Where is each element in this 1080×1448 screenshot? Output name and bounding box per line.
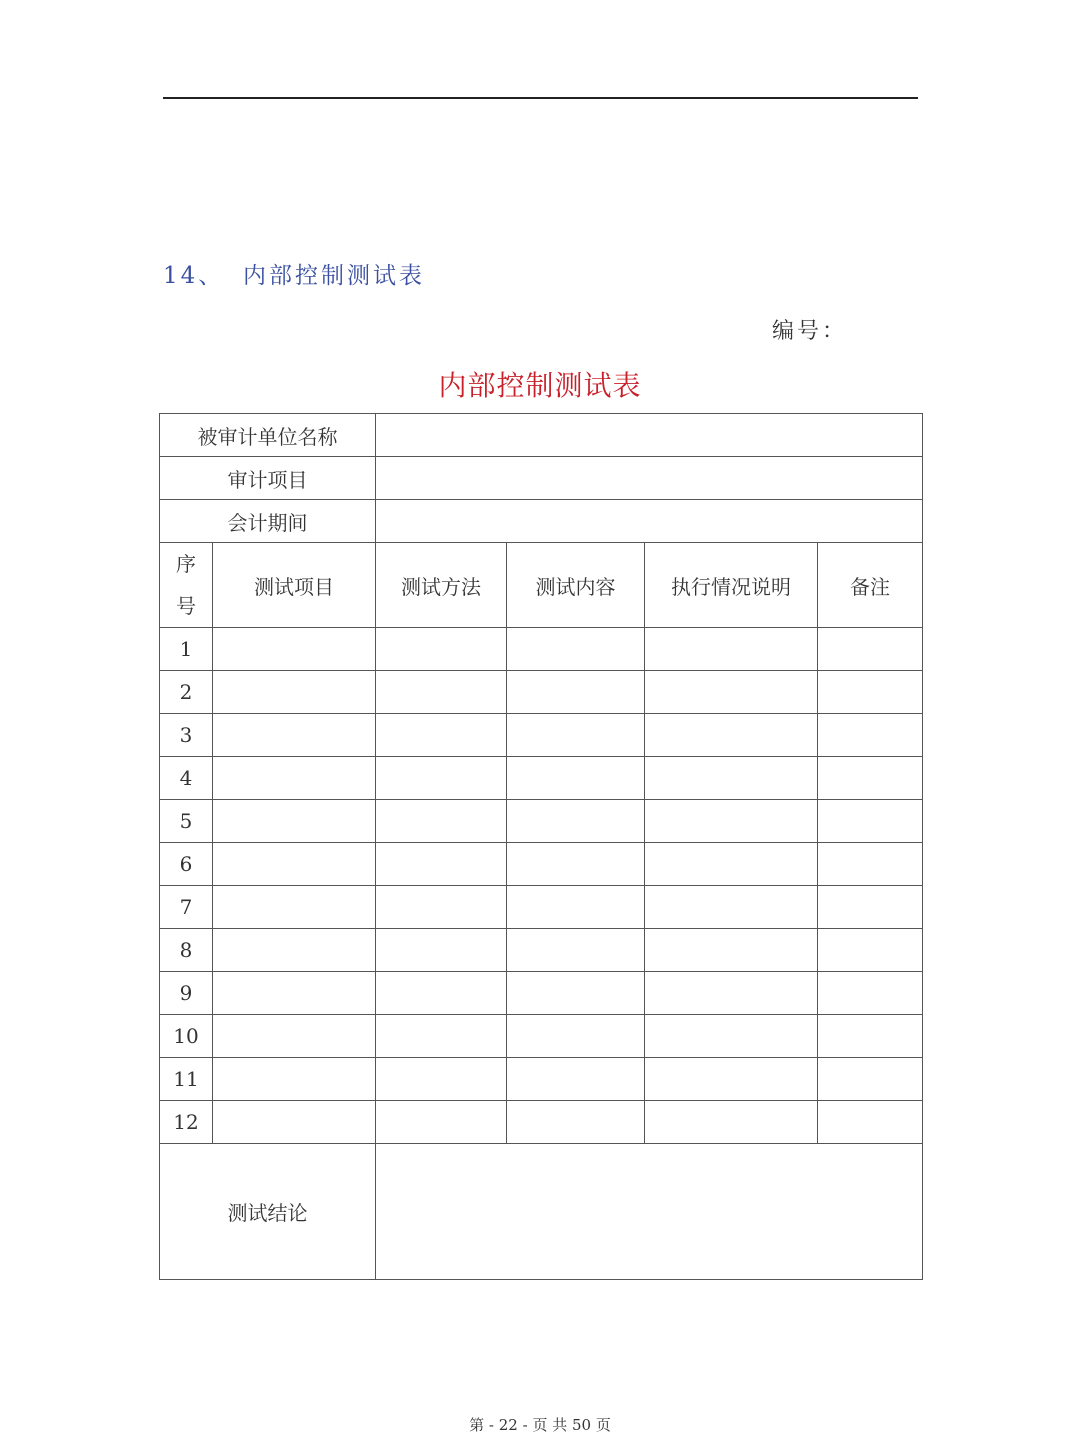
- remarks-cell[interactable]: [818, 1015, 923, 1058]
- column-header-row: [160, 543, 923, 628]
- remarks-cell[interactable]: [818, 1058, 923, 1101]
- section-number: 14、: [163, 262, 225, 289]
- conclusion-field[interactable]: [376, 1144, 923, 1280]
- row-number: 9: [160, 972, 213, 1015]
- row-number: 2: [160, 671, 213, 714]
- row-number: 4: [160, 757, 213, 800]
- test-content-cell[interactable]: [507, 1058, 645, 1101]
- test-item-cell[interactable]: [213, 1101, 376, 1144]
- test-item-cell[interactable]: [213, 800, 376, 843]
- header-seq: [160, 543, 213, 628]
- remarks-cell[interactable]: [818, 843, 923, 886]
- test-method-cell[interactable]: [376, 1015, 507, 1058]
- table-row: [160, 886, 923, 929]
- test-item-cell[interactable]: [213, 886, 376, 929]
- test-content-cell[interactable]: [507, 929, 645, 972]
- conclusion-label: 测试结论: [160, 1144, 376, 1280]
- test-content-cell[interactable]: [507, 886, 645, 929]
- test-method-cell[interactable]: [376, 929, 507, 972]
- execution-notes-cell[interactable]: [645, 886, 818, 929]
- test-method-cell[interactable]: [376, 714, 507, 757]
- test-method-cell[interactable]: [376, 843, 507, 886]
- row-number: 12: [160, 1101, 213, 1144]
- remarks-cell[interactable]: [818, 929, 923, 972]
- info-label: 会计期间: [160, 500, 376, 543]
- accounting-period-field[interactable]: [376, 500, 923, 543]
- serial-number-label: 编号：: [772, 319, 848, 344]
- test-item-cell[interactable]: [213, 1058, 376, 1101]
- remarks-cell[interactable]: [818, 714, 923, 757]
- table-row: [160, 1015, 923, 1058]
- test-method-cell[interactable]: [376, 800, 507, 843]
- execution-notes-cell[interactable]: [645, 671, 818, 714]
- test-item-cell[interactable]: [213, 843, 376, 886]
- execution-notes-cell[interactable]: [645, 628, 818, 671]
- header-rule: [163, 97, 918, 99]
- header-test-method: 测试方法: [376, 543, 507, 628]
- row-number: 3: [160, 714, 213, 757]
- table-row: [160, 843, 923, 886]
- header-execution-notes: 执行情况说明: [645, 543, 818, 628]
- header-test-item: 测试项目: [213, 543, 376, 628]
- execution-notes-cell[interactable]: [645, 1101, 818, 1144]
- row-number: 7: [160, 886, 213, 929]
- table-row: [160, 1058, 923, 1101]
- table-row: [160, 757, 923, 800]
- table-row: [160, 628, 923, 671]
- remarks-cell[interactable]: [818, 757, 923, 800]
- test-method-cell[interactable]: [376, 1058, 507, 1101]
- table-row: [160, 800, 923, 843]
- table-row: [160, 1101, 923, 1144]
- remarks-cell[interactable]: [818, 1101, 923, 1144]
- execution-notes-cell[interactable]: [645, 972, 818, 1015]
- info-row-accounting-period: [160, 500, 923, 543]
- row-number: 5: [160, 800, 213, 843]
- execution-notes-cell[interactable]: [645, 1015, 818, 1058]
- test-method-cell[interactable]: [376, 1101, 507, 1144]
- test-method-cell[interactable]: [376, 972, 507, 1015]
- page-footer: 第 - 22 - 页 共 50 页: [469, 1416, 611, 1434]
- test-method-cell[interactable]: [376, 757, 507, 800]
- execution-notes-cell[interactable]: [645, 1058, 818, 1101]
- internal-control-test-table: [159, 413, 923, 1280]
- header-test-content: 测试内容: [507, 543, 645, 628]
- audited-entity-field[interactable]: [376, 414, 923, 457]
- header-remarks: 备注: [818, 543, 923, 628]
- execution-notes-cell[interactable]: [645, 929, 818, 972]
- test-method-cell[interactable]: [376, 671, 507, 714]
- test-content-cell[interactable]: [507, 1101, 645, 1144]
- info-row-audited-entity: [160, 414, 923, 457]
- table-row: [160, 972, 923, 1015]
- row-number: 10: [160, 1015, 213, 1058]
- row-number: 11: [160, 1058, 213, 1101]
- table-row: [160, 671, 923, 714]
- test-item-cell[interactable]: [213, 757, 376, 800]
- test-content-cell[interactable]: [507, 1015, 645, 1058]
- execution-notes-cell[interactable]: [645, 800, 818, 843]
- section-heading: [163, 256, 425, 290]
- form-title: 内部控制测试表: [438, 369, 642, 402]
- row-number: 6: [160, 843, 213, 886]
- remarks-cell[interactable]: [818, 628, 923, 671]
- test-content-cell[interactable]: [507, 714, 645, 757]
- test-item-cell[interactable]: [213, 628, 376, 671]
- info-row-audit-project: [160, 457, 923, 500]
- execution-notes-cell[interactable]: [645, 757, 818, 800]
- row-number: 1: [160, 628, 213, 671]
- test-content-cell[interactable]: [507, 671, 645, 714]
- test-item-cell[interactable]: [213, 972, 376, 1015]
- section-title: 内部控制测试表: [243, 262, 425, 289]
- remarks-cell[interactable]: [818, 671, 923, 714]
- test-content-cell[interactable]: [507, 972, 645, 1015]
- table-row: [160, 714, 923, 757]
- test-item-cell[interactable]: [213, 1015, 376, 1058]
- header-seq-bottom: 号: [176, 594, 196, 618]
- execution-notes-cell[interactable]: [645, 714, 818, 757]
- test-method-cell[interactable]: [376, 886, 507, 929]
- test-content-cell[interactable]: [507, 800, 645, 843]
- test-method-cell[interactable]: [376, 628, 507, 671]
- info-label: 被审计单位名称: [160, 414, 376, 457]
- audit-project-field[interactable]: [376, 457, 923, 500]
- test-item-cell[interactable]: [213, 671, 376, 714]
- header-seq-top: 序: [176, 552, 196, 576]
- test-content-cell[interactable]: [507, 843, 645, 886]
- test-content-cell[interactable]: [507, 757, 645, 800]
- conclusion-row: [160, 1144, 923, 1280]
- test-item-cell[interactable]: [213, 929, 376, 972]
- test-item-cell[interactable]: [213, 714, 376, 757]
- row-number: 8: [160, 929, 213, 972]
- table-row: [160, 929, 923, 972]
- remarks-cell[interactable]: [818, 800, 923, 843]
- execution-notes-cell[interactable]: [645, 843, 818, 886]
- test-content-cell[interactable]: [507, 628, 645, 671]
- remarks-cell[interactable]: [818, 972, 923, 1015]
- remarks-cell[interactable]: [818, 886, 923, 929]
- info-label: 审计项目: [160, 457, 376, 500]
